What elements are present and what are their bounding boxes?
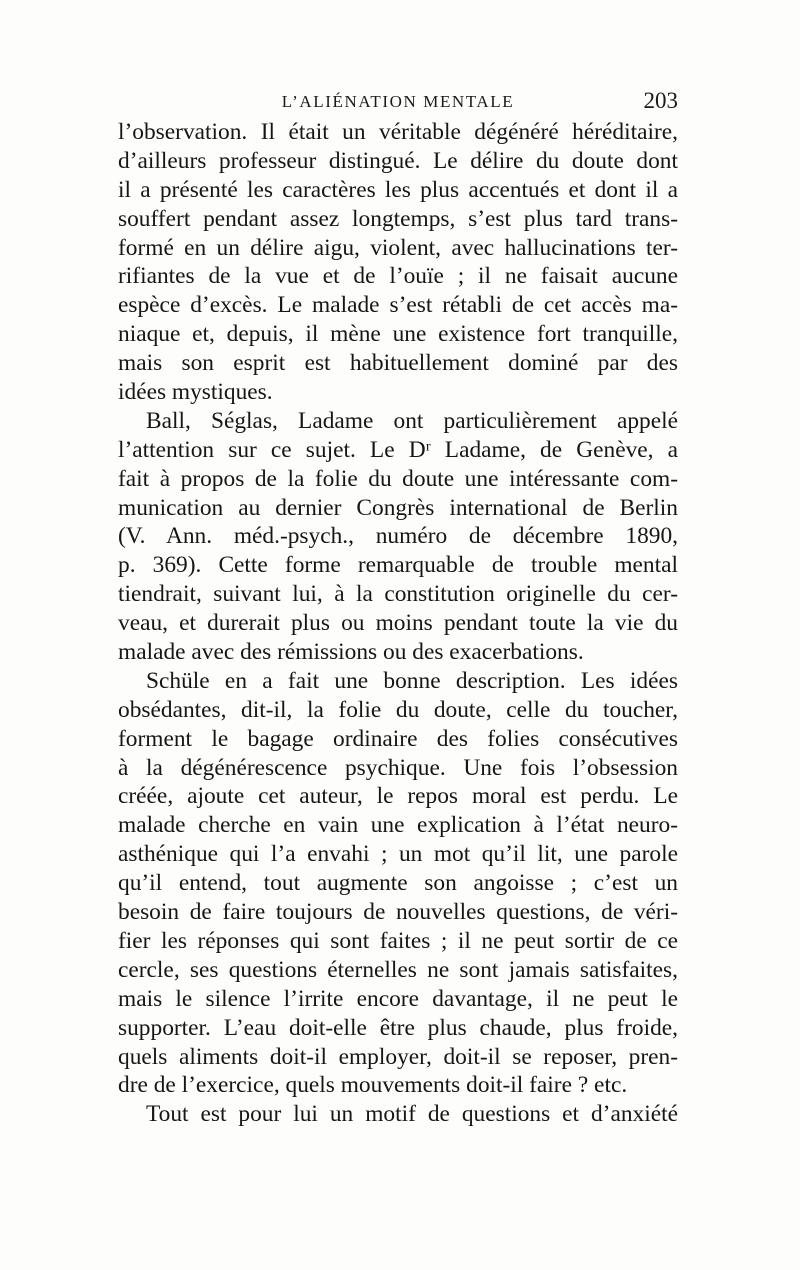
text-line: asthénique qui l’a envahi ; un mot qu’il lit, une parole xyxy=(118,841,678,868)
text-line: d’ailleurs professeur distingué. Le délire du doute dont xyxy=(118,147,678,174)
text-line: mais le silence l’irrite encore davantage, il ne peut le xyxy=(118,985,678,1012)
text-line: niaque et, depuis, il mène une existence fort tranquille, xyxy=(118,321,678,348)
text-line: forment le bagage ordinaire des folies consécutives xyxy=(118,725,678,752)
text-line: quels aliments doit-il employer, doit-il se reposer, pren- xyxy=(118,1043,678,1070)
text-line: l’attention sur ce sujet. Le Dʳ Ladame, de Genève, a xyxy=(118,436,678,463)
paragraph xyxy=(118,667,678,1100)
text-line: malade avec des rémissions ou des exacerbations. xyxy=(118,639,584,666)
text-line: dre de l’exercice, quels mouvements doit-il faire ? etc. xyxy=(118,1072,628,1099)
text-line: l’observation. Il était un véritable dégénéré héréditaire, xyxy=(118,119,678,145)
text-line: (V. Ann. méd.-psych., numéro de décembre 1890, xyxy=(118,523,678,550)
text-line: Tout est pour lui un motif de questions et d’anxiété xyxy=(146,1101,678,1128)
paragraph xyxy=(118,118,678,407)
text-line: malade cherche en vain une explication à l’état neuro- xyxy=(118,812,678,839)
text-line: mais son esprit est habituellement dominé par des xyxy=(118,350,678,377)
paragraph xyxy=(118,1100,678,1129)
text-line: formé en un délire aigu, violent, avec hallucinations ter- xyxy=(118,234,678,261)
text-line: besoin de faire toujours de nouvelles questions, de véri- xyxy=(118,899,678,926)
text-line: à la dégénérescence psychique. Une fois l’obsession xyxy=(118,754,678,781)
text-line: supporter. L’eau doit-elle être plus chaude, plus froide, xyxy=(118,1014,678,1041)
paragraph xyxy=(118,407,678,667)
page-body xyxy=(118,118,678,1129)
text-line: Schüle en a fait une bonne description. Les idées xyxy=(146,667,678,694)
page-header xyxy=(118,88,678,118)
text-line: espèce d’excès. Le malade s’est rétabli de cet accès ma- xyxy=(118,292,678,319)
text-line: tiendrait, suivant lui, à la constitution originelle du cer- xyxy=(118,581,678,608)
text-line: obsédantes, dit-il, la folie du doute, celle du toucher, xyxy=(118,696,678,723)
text-line: cercle, ses questions éternelles ne sont jamais satisfaites, xyxy=(118,956,678,983)
text-line: fait à propos de la folie du doute une intéressante com- xyxy=(118,465,678,492)
page-number: 203 xyxy=(643,88,678,113)
text-line: qu’il entend, tout augmente son angoisse ; c’est un xyxy=(118,870,678,897)
text-line: il a présenté les caractères les plus accentués et dont il a xyxy=(118,176,678,203)
text-line: p. 369). Cette forme remarquable de trouble mental xyxy=(118,552,678,579)
text-line: idées mystiques. xyxy=(118,379,273,406)
text-line: Ball, Séglas, Ladame ont particulièrement appelé xyxy=(146,407,678,434)
text-line: veau, et durerait plus ou moins pendant toute la vie du xyxy=(118,610,678,637)
text-line: munication au dernier Congrès international de Berlin xyxy=(118,494,678,521)
text-line: fier les réponses qui sont faites ; il ne peut sortir de ce xyxy=(118,927,678,954)
text-line: rifiantes de la vue et de l’ouïe ; il ne faisait aucune xyxy=(118,263,678,290)
text-line: souffert pendant assez longtemps, s’est plus tard trans- xyxy=(118,205,678,232)
text-line: créée, ajoute cet auteur, le repos moral est perdu. Le xyxy=(118,783,678,810)
running-head: L’ALIÉNATION MENTALE xyxy=(281,92,515,111)
